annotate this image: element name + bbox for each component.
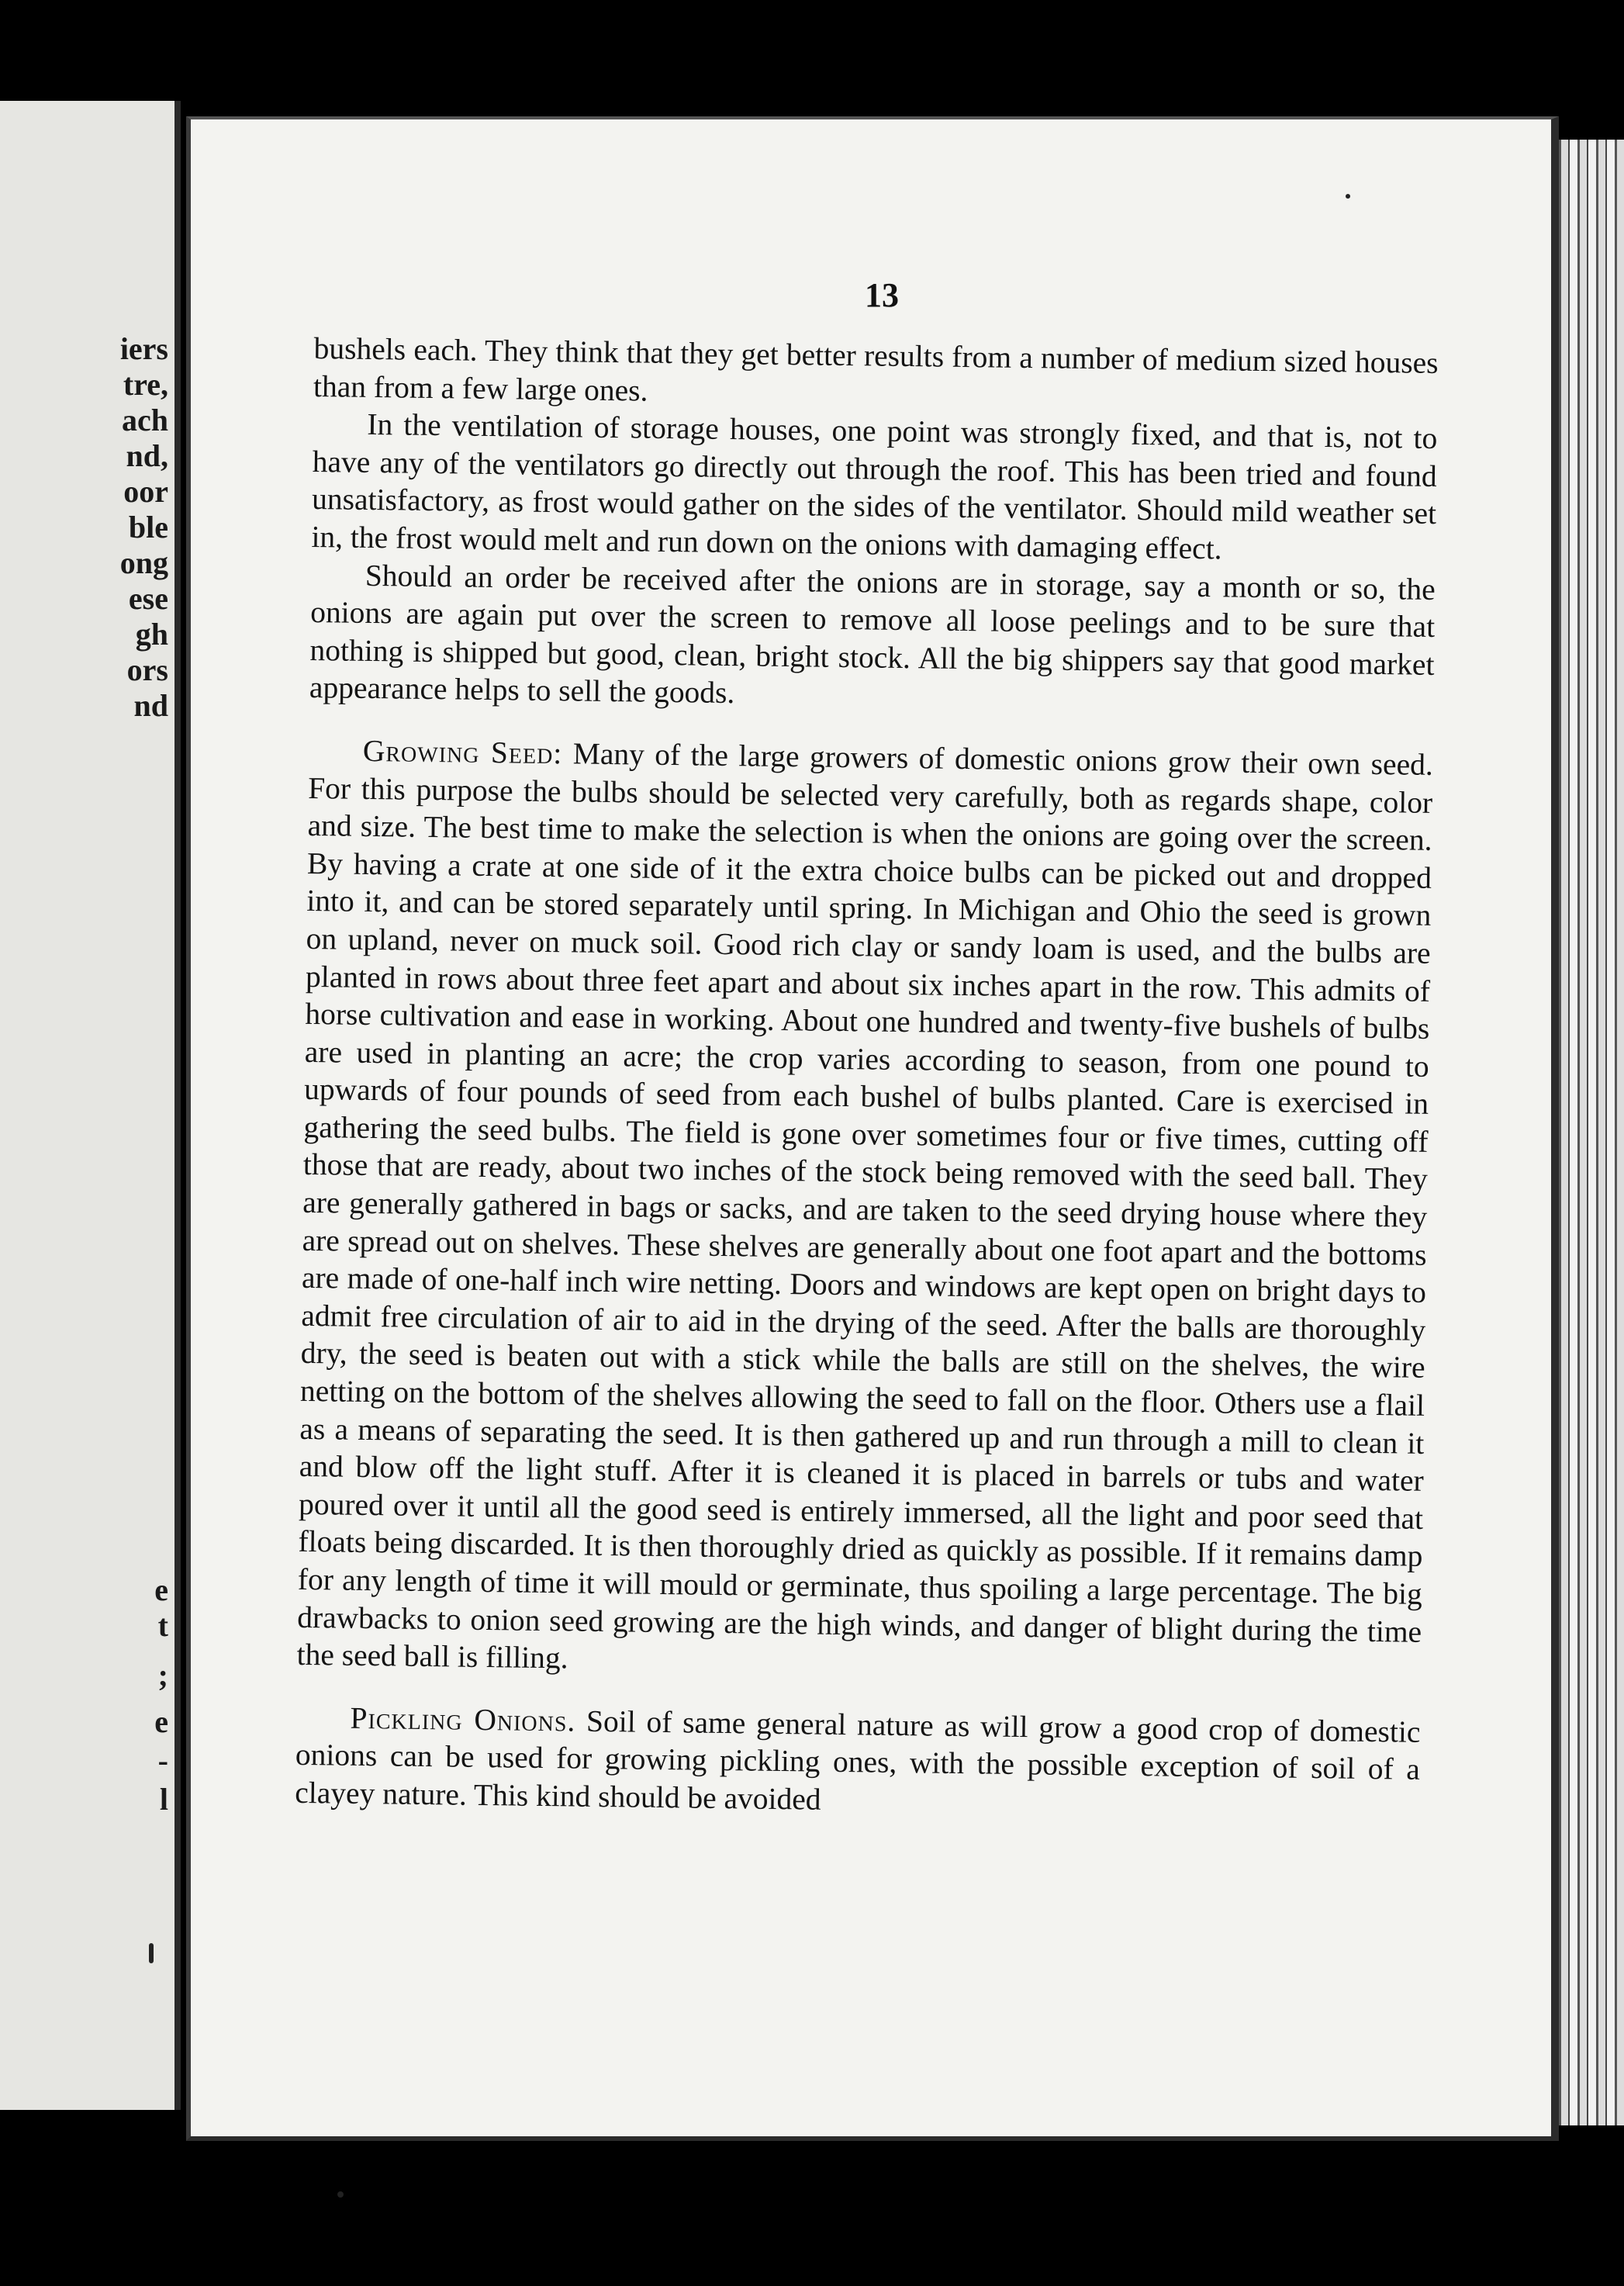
paper-speck [149, 1943, 154, 1963]
page-fragment: t [157, 1608, 168, 1643]
page-fragment: ong [119, 545, 168, 580]
page-fragment: nd, [126, 438, 168, 473]
page-fragment: l [159, 1782, 168, 1817]
page-fragment: ese [128, 581, 168, 616]
page-fragment: oor [123, 474, 168, 509]
paragraph-text: Many of the large growers of domestic onions grow their own seed. For this purpose the bulbs should be selected very carefully, both as regards shape, color and size. The best time to make the selection is when the onions are going over the screen. By having a crate at one side of it the extra choice bulbs can be picked out and dropped into it, and can be stored separately until spring. In Michigan and Ohio the seed is grown on upland, never on muck soil. Good rich clay or sandy loam is used, and the bulbs are planted in rows about three feet apart and about six inches apart in the row. This admits of horse cultivation and ease in working. About one hundred and twenty-five bushels of bulbs are used in planting an acre; the crop varies according to season, from one pound to upwards of four pounds of seed from each bushel of bulbs planted. Care is exercised in gathering the seed bulbs. The field is gone over sometimes four or five times, cutting off those that are ready, about two inches of the stock being removed with the seed ball. They are generally gathered in bags or sacks, and are taken to the seed drying house where they are spread out on shelves. These shelves are generally about one foot apart and the bottoms are made of one-half inch wire netting. Doors and windows are kept open on bright days to admit free circulation of air to aid in the drying of the seed. After the balls are thoroughly dry, the seed is beaten out with a stick while the balls are still on the shelves, the wire netting on the bottom of the shelves allowing the seed to fall on the floor. Others use a flail as a means of separating the seed. It is then gathered up and run through a mill to clean it and blow off the light stuff. After it is cleaned it is placed in barrels or tubs and water poured over it until all the good seed is entirely immersed, all the light and poor seed that floats being discarded. It is then thoroughly dried as quickly as possible. If it remains damp for any length of time it will mould or germinate, thus spoiling a large percentage. The big drawbacks to onion seed growing are the high winds, and danger of blight during the time the seed ball is filling. [296, 736, 1434, 1676]
paper-speck [337, 2191, 344, 2198]
paragraph-text: bushels each. They think that they get better results from a number of medium sized houses than from a few large ones. [313, 330, 1439, 408]
paragraph [309, 556, 1436, 721]
page-fragment: nd [133, 688, 168, 723]
paragraph [295, 1699, 1421, 1827]
paragraph [311, 405, 1437, 570]
paragraph-text: In the ventilation of storage houses, one point was strongly fixed, and that is, not to have any of the ventilators go directly out through the roof. This has been tried and found unsatisfactory, as frost would gather on the sides of the ventilator. Should mild weather set in, the frost would melt and run down on the onions with damaging effect. [311, 407, 1438, 566]
previous-page-edge [0, 101, 181, 2110]
page-edge-stack [1551, 140, 1624, 2125]
paper-speck [1346, 194, 1350, 199]
page-fragment: tre, [123, 367, 168, 402]
page-fragment: ach [122, 403, 168, 437]
page-fragment: - [157, 1743, 168, 1778]
page-fragment: gh [135, 617, 168, 652]
page-fragment: iers [119, 331, 168, 366]
page-fragment: e [154, 1572, 168, 1607]
section-heading: Growing Seed: [362, 733, 563, 771]
paragraph-text: Soil of same general nature as will grow a good crop of domestic onions can be used for growing pickling ones, with the possible exception of soil of a clayey nature. This kind should be avoided [295, 1703, 1421, 1817]
paragraph [313, 330, 1439, 420]
page-fragment: ors [126, 652, 168, 687]
paragraph [296, 731, 1433, 1689]
page-fragment: e [154, 1704, 168, 1739]
section-heading: Pickling Onions. [350, 1700, 576, 1738]
page-fragment: ; [157, 1658, 168, 1693]
page-body-text [295, 330, 1439, 1826]
paragraph-text: Should an order be received after the onions are in storage, say a month or so, the onions are again put over the screen to remove all loose peelings and to be sure that nothing is shipped but good, clean, bright stock. All the big shippers say that good market appearance helps to sell the goods. [309, 558, 1436, 711]
page-number: 13 [865, 276, 899, 314]
page-fragment: ble [128, 510, 168, 545]
